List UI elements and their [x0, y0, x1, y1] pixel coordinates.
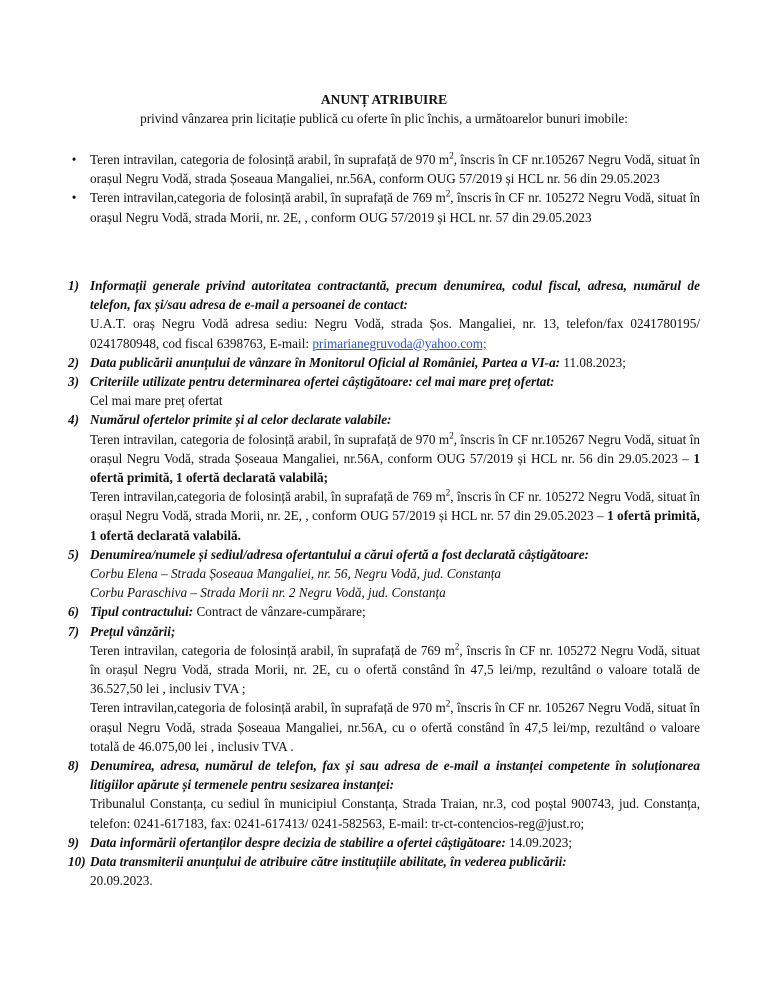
section-transmission-date — [68, 852, 700, 890]
section-number: 4) — [68, 412, 79, 428]
property-item — [68, 188, 700, 226]
section-number: 3) — [68, 374, 79, 390]
section-heading: Denumirea, adresa, numărul de telefon, fax și sau adresa de e-mail a instanței competente în soluționarea litigiilor apărute și termenele pentru sesizarea instanței: — [90, 758, 700, 793]
bullet-icon: • — [71, 152, 77, 167]
section-heading: Prețul vânzării; — [90, 623, 176, 639]
section-heading: Informații generale privind autoritatea contractantă, precum denumirea, codul fiscal, adresa, numărul de telefon, fax și/sau adresa de e-mail a persoanei de contact: — [90, 278, 700, 313]
section-value: 14.09.2023; — [505, 834, 573, 850]
section-number: 8) — [68, 758, 79, 774]
section-winning-bidders — [68, 545, 700, 603]
section-offers-count — [68, 410, 700, 544]
section-value: 20.09.2023. — [90, 873, 153, 889]
winner-line: Corbu Paraschiva – Strada Morii nr. 2 Negru Vodă, jud. Constanța — [90, 585, 446, 601]
section-number: 10) — [68, 854, 86, 870]
property-text: Teren intravilan, categoria de folosință arabil, în suprafață de 970 $m^2$, înscris în CF nr.105267 Negru Vodă, situat în orașul Negru Vodă, strada Șoseaua Mangaliei, nr.56A, conform OUG 57/2019 și HCL nr. 56 din 29.05.2023 — [90, 150, 700, 187]
section-heading: Data publicării anunțului de vânzare în Monitorul Oficial al României, Partea a VI-a: — [90, 354, 561, 370]
document-subtitle: privind vânzarea prin licitație publică cu oferte în plic închis, a următoarelor bunuri imobile: — [140, 111, 628, 126]
section-notification-date — [68, 833, 700, 852]
section-number: 9) — [68, 834, 79, 850]
section-body — [90, 353, 700, 372]
section-competent-court — [68, 756, 700, 833]
section-body: U.A.T. oraș Negru Vodă adresa sediu: Negru Vodă, strada Șos. Mangaliei, nr. 13, telefon/fax 0241780195/ 0241780948, cod fiscal 6398763, E-mail: primarianegruvoda@yahoo.com; — [90, 316, 700, 351]
section-heading: Data transmiterii anunțului de atribuire către instituțiile abilitate, în vederea publicării: — [90, 854, 567, 870]
section-value: 11.08.2023; — [560, 354, 626, 370]
section-criteria — [68, 372, 700, 410]
section-number: 1) — [68, 278, 79, 293]
bullet-icon: • — [71, 190, 77, 206]
property-text: Teren intravilan,categoria de folosință arabil, în suprafață de 769 $m^2$, înscris în CF nr. 105272 Negru Vodă, situat în orașul Negru Vodă, strada Morii, nr. 2E, , conform OUG 57/2019 și HCL nr. 57 din 29.05.2023 — [90, 189, 700, 225]
section-body: Tribunalul Constanța, cu sediul în municipiul Constanța, Strada Traian, nr.3, cod poștal 900743, jud. Constanța, telefon: 0241-617183, fax: 0241-617413/ 0241-582563, E-mail: tr-ct-contencios-reg@just.ro; — [90, 796, 700, 831]
section-contracting-authority — [68, 276, 700, 353]
section-number: 2) — [68, 354, 79, 370]
section-contract-type — [68, 602, 700, 621]
winner-line: Corbu Elena – Strada Șoseaua Mangaliei, nr. 56, Negru Vodă, jud. Constanța — [90, 566, 502, 582]
section-heading: Denumirea/numele și sediul/adresa ofertantului a cărui ofertă a fost declarată câștigătoare: — [90, 546, 589, 562]
section-publication-date — [68, 353, 700, 372]
offer-item: Teren intravilan, categoria de folosință arabil, în suprafață de 970 $m^2$, înscris în CF nr.105267 Negru Vodă, situat în orașul Negru Vodă, strada Șoseaua Mangaliei, nr.56A, conform OUG 57/2019 și HCL nr. 56 din 29.05.2023 – 1 ofertă primită, 1 ofertă declarată valabilă; — [90, 430, 700, 486]
section-number: 6) — [68, 604, 79, 620]
offer-item: Teren intravilan,categoria de folosință arabil, în suprafață de 769 $m^2$, înscris în CF nr. 105272 Negru Vodă, situat în orașul Negru Vodă, strada Morii, nr. 2E, , conform OUG 57/2019 și HCL nr. 57 din 29.05.2023 – 1 ofertă primită, 1 ofertă declarată valabilă. — [90, 487, 700, 543]
section-body: Cel mai mare preț ofertat — [90, 393, 223, 409]
section-value: Contract de vânzare-cumpărare; — [193, 604, 366, 620]
email-link[interactable]: primarianegruvoda@yahoo.com; — [312, 335, 487, 351]
property-item — [68, 150, 700, 188]
section-heading: Numărul ofertelor primite și al celor declarate valabile: — [90, 412, 392, 428]
price-item: Teren intravilan, categoria de folosință arabil, în suprafață de 769 $m^2$, înscris în CF nr. 105272 Negru Vodă, situat în orașul Negru Vodă, strada Morii, nr. 2E, cu o ofertă constând în 47,5 lei/mp, rezultând o valoare totală de 36.527,50 lei , inclusiv TVA ; — [90, 641, 700, 697]
price-item: Teren intravilan,categoria de folosință arabil, în suprafață de 970 $m^2$, înscris în CF nr. 105267 Negru Vodă, situat în orașul Negru Vodă, strada Șoseaua Mangaliei, nr.56A, cu o ofertă constând în 47,5 lei/mp, rezultând o valoare totală de 46.075,00 lei , inclusiv TVA . — [90, 699, 700, 754]
section-number: 7) — [68, 623, 79, 639]
property-list — [68, 150, 700, 227]
section-number: 5) — [68, 546, 79, 562]
announcement-sections — [68, 276, 700, 891]
section-heading: Tipul contractului: — [90, 604, 194, 620]
section-heading: Criteriile utilizate pentru determinarea ofertei câștigătoare: cel mai mare preț ofertat: — [90, 374, 555, 390]
section-sale-price — [68, 622, 700, 756]
section-body — [90, 602, 700, 621]
document-title: ANUNȚ ATRIBUIRE — [320, 92, 448, 107]
section-heading: Data informării ofertanților despre decizia de stabilire a ofertei câștigătoare: — [90, 834, 506, 850]
section-body — [90, 833, 700, 852]
